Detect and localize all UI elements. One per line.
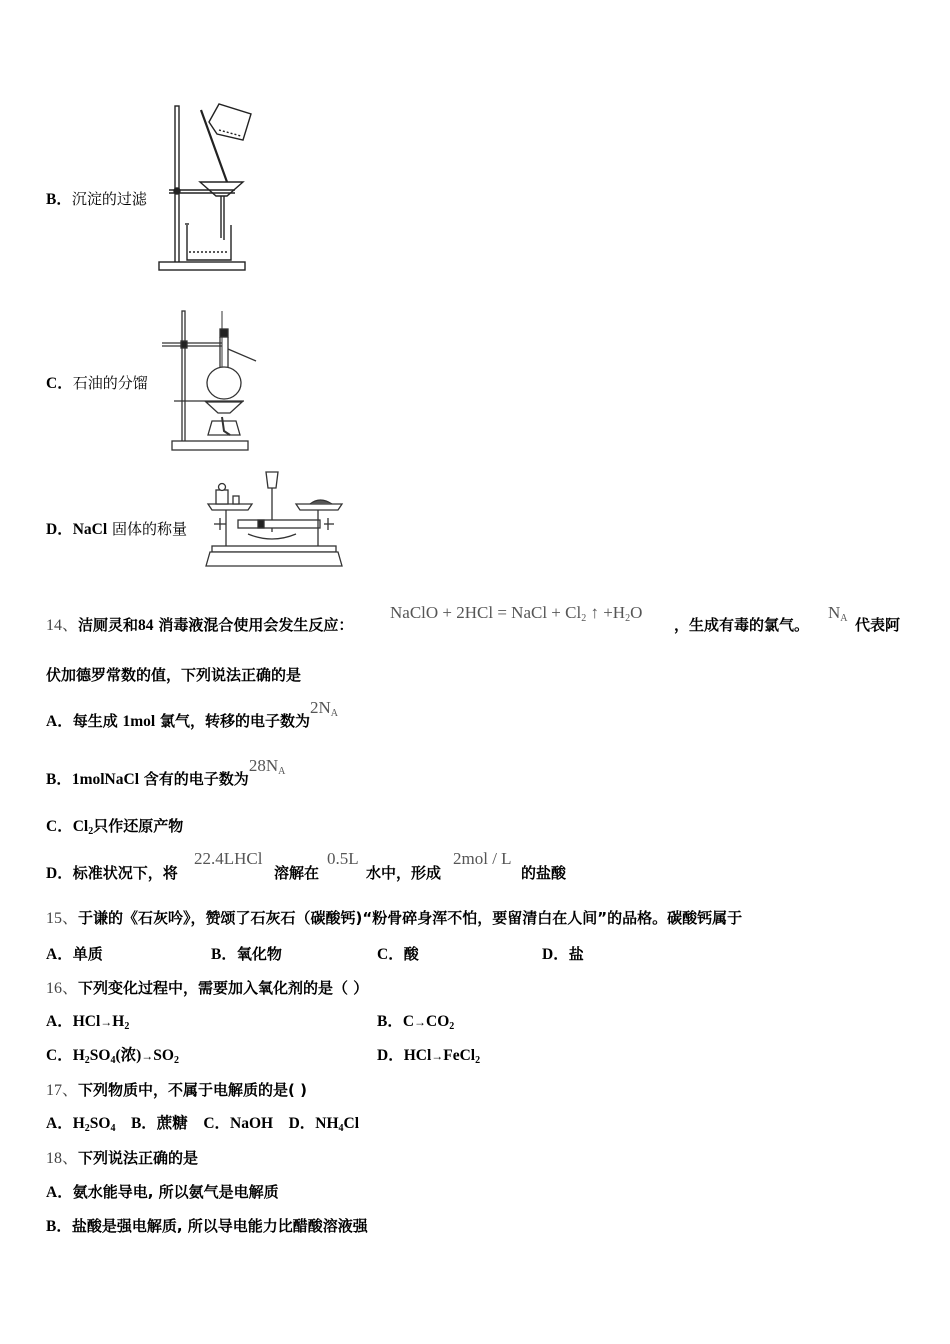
question-number: 15、 <box>46 910 79 927</box>
option-latin: NaCl <box>72 521 108 538</box>
q15-option-a: A．单质 <box>46 945 103 963</box>
q14-stem-line1: 14、洁厕灵和84 消毒液混合使用会发生反应： <box>46 616 354 634</box>
q17-option-a: A．$H_2SO_4$ <box>46 1115 116 1134</box>
q14-equation: NaClO + 2HCl = NaCl + $Cl_2$ ↑ $+H_2O$ <box>390 603 643 624</box>
q17-option-b: B．蔗糖 <box>130 1115 188 1132</box>
option-letter: B． <box>46 191 72 208</box>
q14-d-text-1: 溶解在 <box>274 864 320 882</box>
option-text: 石油的分馏 <box>72 374 148 392</box>
question-number: 14、 <box>46 617 79 634</box>
filtration-apparatus-figure <box>155 100 255 272</box>
question-number: 16、 <box>46 980 79 997</box>
option-formula: $2N_A$ <box>310 698 339 719</box>
q14-stem-line1-cont: ，生成有毒的氯气。 <box>674 616 810 634</box>
option-text: 沉淀的过滤 <box>71 190 147 208</box>
avogadro-symbol: $N_A$ <box>828 603 848 624</box>
q14-d-text-2: 水中，形成 <box>366 864 442 882</box>
q14-option-c: C．$Cl_2$只作还原产物 <box>46 817 184 837</box>
q13-option-b <box>46 189 147 210</box>
q16-option-b: B．$C\to CO_2$ <box>377 1013 455 1032</box>
q18-option-a: A．氨水能导电, 所以氨气是电解质 <box>46 1183 279 1201</box>
option-text: 固体的称量 <box>111 520 187 538</box>
q16-option-c: C．$H_2SO_4$(浓)$\to SO_2$ <box>46 1047 179 1066</box>
q14-d-formula-1: 22.4LHCl <box>194 849 263 868</box>
q16-option-d: D．HCl→FeCl$_2$ <box>377 1047 481 1066</box>
q16-stem: 16、下列变化过程中，需要加入氧化剂的是（ ） <box>46 979 369 997</box>
q17-option-d: D．$NH_4Cl$ <box>288 1115 360 1134</box>
q17-options <box>46 1114 359 1139</box>
q15-option-c: C．酸 <box>377 945 419 963</box>
option-letter: C． <box>46 375 73 392</box>
q15-option-d: D．盐 <box>542 945 584 963</box>
q15-stem: 15、于谦的《石灰吟》，赞颂了石灰石（碳酸钙)“粉骨碎身浑不怕，要留清白在人间”的品格。碳酸钙属于 <box>46 909 743 927</box>
q14-option-d: D．标准状况下，将 <box>46 864 178 882</box>
option-formula: $28N_A$ <box>248 756 286 777</box>
q14-d-formula-3: 2mol / L <box>453 849 512 868</box>
distillation-apparatus-figure <box>160 305 260 453</box>
q13-option-d <box>46 519 187 540</box>
q14-d-formula-2: 0.5L <box>327 849 359 868</box>
q14-d-text-3: 的盐酸 <box>521 864 567 882</box>
option-letter: D． <box>46 521 73 538</box>
q15-option-b: B．氧化物 <box>211 945 282 963</box>
q18-option-b: B．盐酸是强电解质, 所以导电能力比醋酸溶液强 <box>46 1217 368 1235</box>
q14-stem-line2: 伏加德罗常数的值，下列说法正确的是 <box>46 666 302 684</box>
question-number: 18、 <box>46 1150 79 1167</box>
q17-option-c: C．NaOH <box>203 1115 274 1132</box>
q14-option-a: A．每生成 1mol 氯气，转移的电子数为$2N_A$ <box>46 698 339 730</box>
q16-option-a: A．$HCl\to H_2$ <box>46 1013 130 1032</box>
question-number: 17、 <box>46 1082 79 1099</box>
q13-option-c <box>46 373 148 394</box>
q14-stem-line1-end: 代表阿 <box>855 616 901 634</box>
q18-stem: 18、下列说法正确的是 <box>46 1149 199 1167</box>
q17-stem: 17、下列物质中，不属于电解质的是( ) <box>46 1081 307 1099</box>
q14-option-b: B．1molNaCl 含有的电子数为$28N_A$ <box>46 756 286 788</box>
balance-scale-figure <box>200 466 348 570</box>
